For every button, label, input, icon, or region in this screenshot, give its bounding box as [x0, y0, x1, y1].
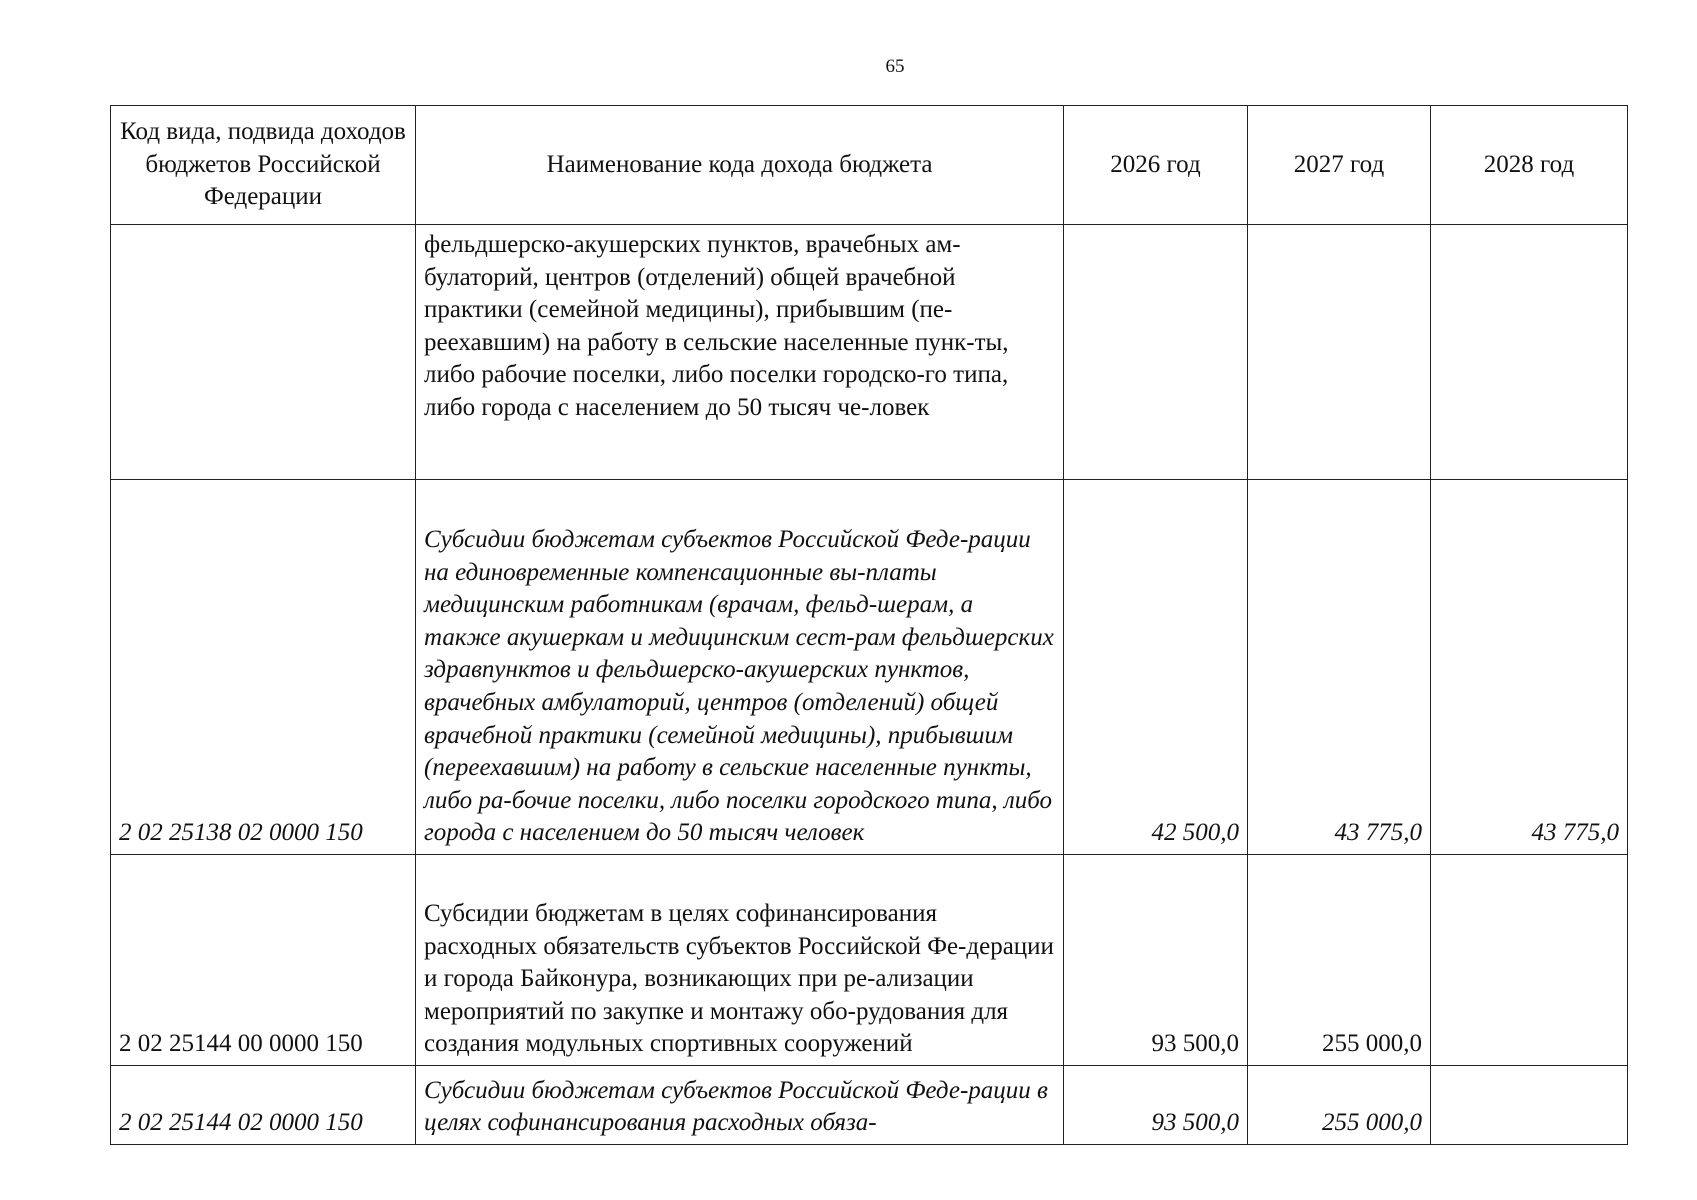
amount-2026: 93 500,0 — [1064, 1066, 1248, 1145]
amount-2028 — [1431, 225, 1628, 480]
amount-2028 — [1431, 855, 1628, 1066]
revenue-code: 2 02 25144 02 0000 150 — [111, 1066, 416, 1145]
table-row — [111, 480, 1628, 855]
revenue-code — [111, 225, 416, 480]
header-code: Код вида, подвида доходов бюджетов Российской Федерации — [111, 106, 416, 225]
amount-2026 — [1064, 225, 1248, 480]
amount-2028: 43 775,0 — [1431, 480, 1628, 855]
amount-2027: 255 000,0 — [1248, 855, 1431, 1066]
table-row — [111, 1066, 1628, 1145]
page-number: 65 — [885, 56, 905, 77]
header-name: Наименование кода дохода бюджета — [416, 106, 1064, 225]
revenue-name: фельдшерско-акушерских пунктов, врачебных ам-булаторий, центров (отделений) общей врачебной практики (семейной медицины), прибывшим (пе-реехавшим) на работу в сельские населенные пунк-ты, либо рабочие поселки, либо поселки городско-го типа, либо города с населением до 50 тысяч че-ловек — [416, 225, 1064, 480]
table-row — [111, 855, 1628, 1066]
amount-2027: 255 000,0 — [1248, 1066, 1431, 1145]
amount-2026: 93 500,0 — [1064, 855, 1248, 1066]
header-year-2028: 2028 год — [1431, 106, 1628, 225]
amount-2026: 42 500,0 — [1064, 480, 1248, 855]
table-row — [111, 225, 1628, 480]
header-year-2027: 2027 год — [1248, 106, 1431, 225]
revenue-code: 2 02 25144 00 0000 150 — [111, 855, 416, 1066]
header-year-2026: 2026 год — [1064, 106, 1248, 225]
revenue-code: 2 02 25138 02 0000 150 — [111, 480, 416, 855]
amount-2027: 43 775,0 — [1248, 480, 1431, 855]
amount-2027 — [1248, 225, 1431, 480]
revenue-name: Субсидии бюджетам субъектов Российской Феде-рации на единовременные компенсационные вы-платы медицинским работникам (врачам, фельд-шерам, а также акушеркам и медицинским сест-рам фельдшерских здравпунктов и фельдшерско-акушерских пунктов, врачебных амбулаторий, центров (отделений) общей врачебной практики (семейной медицины), прибывшим (переехавшим) на работу в сельские населенные пункты, либо ра-бочие поселки, либо поселки городского типа, либо города с населением до 50 тысяч человек — [416, 480, 1064, 855]
table-header-row — [111, 106, 1628, 225]
amount-2028 — [1431, 1066, 1628, 1145]
revenue-name: Субсидии бюджетам субъектов Российской Феде-рации в целях софинансирования расходных обяза- — [416, 1066, 1064, 1145]
revenue-name: Субсидии бюджетам в целях софинансирования расходных обязательств субъектов Российской Фе-дерации и города Байконура, возникающих при ре-ализации мероприятий по закупке и монтажу обо-рудования для создания модульных спортивных сооружений — [416, 855, 1064, 1066]
budget-revenue-table — [110, 105, 1628, 1145]
